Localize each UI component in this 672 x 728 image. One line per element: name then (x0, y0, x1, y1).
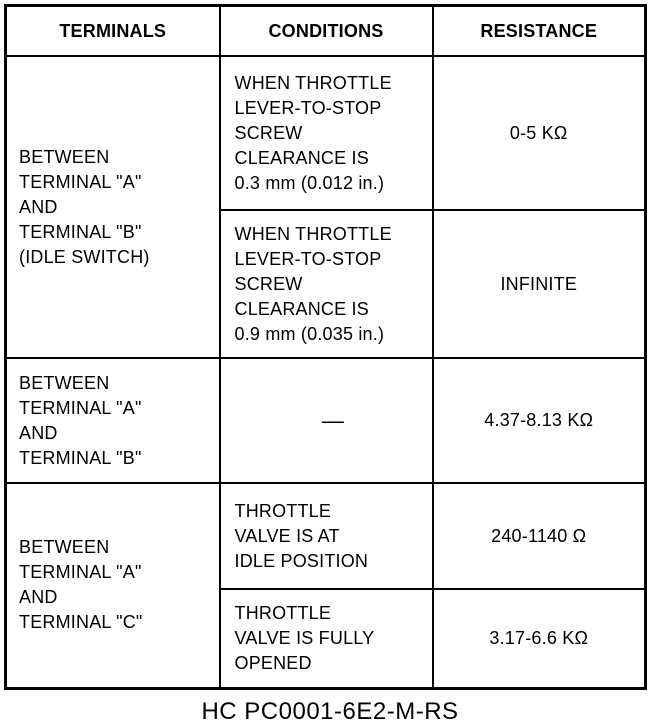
resistance-cell (433, 589, 646, 688)
resistance-cell (433, 210, 646, 358)
condition-text: THROTTLE VALVE IS FULLY OPENED (234, 602, 375, 673)
condition-cell (220, 56, 433, 210)
resistance-cell (433, 56, 646, 210)
condition-cell (220, 358, 433, 483)
resistance-value: 0-5 KΩ (509, 122, 568, 143)
header-resistance: RESISTANCE (433, 6, 646, 57)
resistance-cell (433, 483, 646, 589)
resistance-cell (433, 358, 646, 483)
table-row (6, 358, 646, 483)
table-row (6, 483, 646, 589)
terminals-text: BETWEEN TERMINAL "A" AND TERMINAL "B" (19, 372, 142, 468)
terminals-cell (6, 358, 220, 483)
condition-cell (220, 589, 433, 688)
resistance-spec-table (4, 4, 647, 690)
table-row (6, 56, 646, 210)
header-terminals: TERMINALS (6, 6, 220, 57)
resistance-value: 240-1140 Ω (491, 525, 587, 546)
figure-caption: HC PC0001-6E2-M-RS (201, 698, 459, 725)
condition-cell (220, 483, 433, 589)
resistance-value: INFINITE (500, 273, 578, 294)
condition-text: THROTTLE VALVE IS AT IDLE POSITION (234, 500, 369, 571)
terminals-text: BETWEEN TERMINAL "A" AND TERMINAL "B" (IDLE SWITCH) (19, 146, 150, 267)
condition-text: WHEN THROTTLE LEVER-TO-STOP SCREW CLEARANCE IS 0.9 mm (0.035 in.) (234, 223, 392, 344)
header-row (6, 6, 646, 57)
terminals-cell (6, 483, 220, 688)
resistance-value: 4.37-8.13 KΩ (484, 410, 594, 430)
condition-dash: — (321, 408, 345, 433)
resistance-value: 3.17-6.6 KΩ (489, 627, 589, 648)
condition-cell (220, 210, 433, 358)
header-conditions: CONDITIONS (220, 6, 433, 57)
condition-text: WHEN THROTTLE LEVER-TO-STOP SCREW CLEARANCE IS 0.3 mm (0.012 in.) (234, 72, 392, 193)
terminals-text: BETWEEN TERMINAL "A" AND TERMINAL "C" (19, 537, 143, 633)
terminals-cell (6, 56, 220, 358)
